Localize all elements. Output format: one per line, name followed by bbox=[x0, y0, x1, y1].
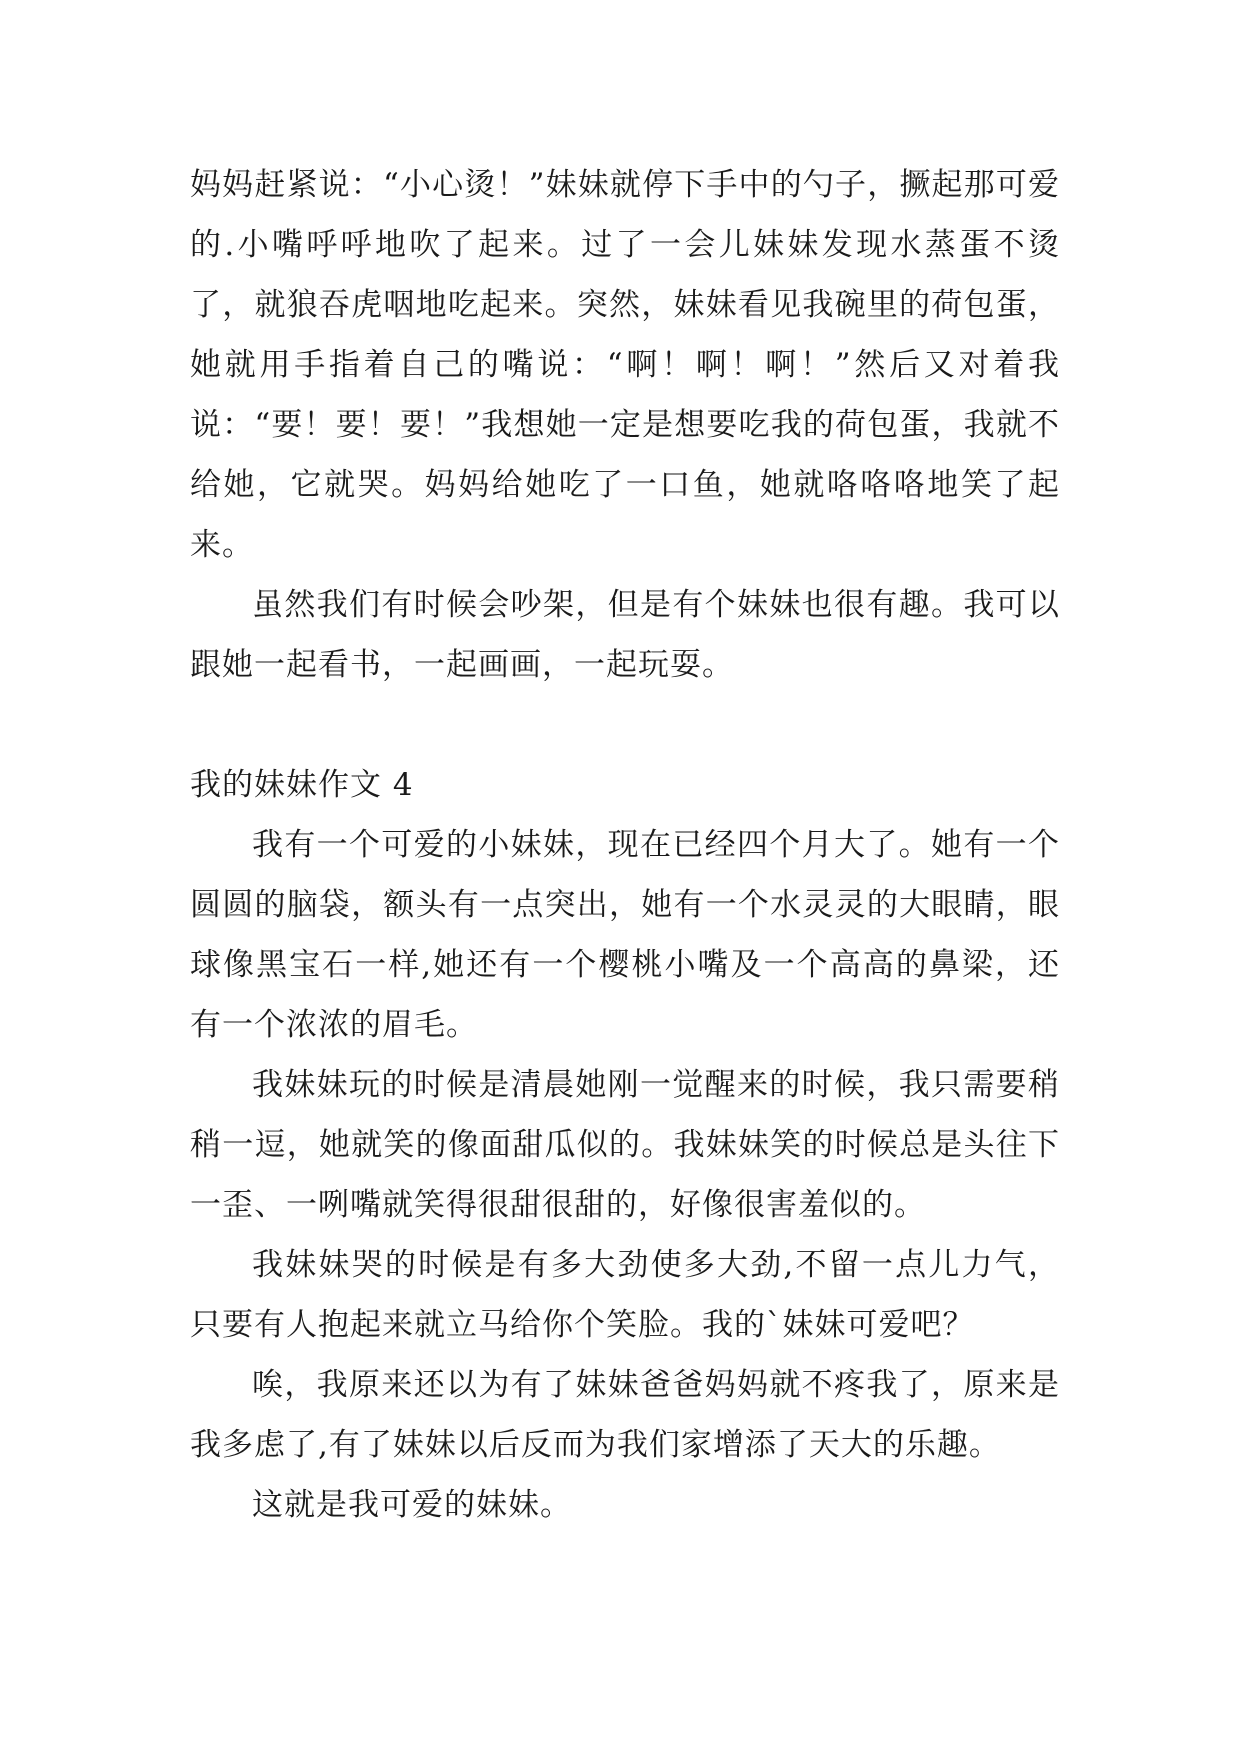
paragraph-conclusion: 这就是我可爱的妹妹。 bbox=[252, 1487, 572, 1523]
document-body bbox=[190, 155, 1060, 1535]
section-spacer bbox=[190, 695, 1060, 755]
paragraph-continued: 妈妈赶紧说：“小心烫！”妹妹就停下手中的勺子，撅起那可爱的.小嘴呼呼地吹了起来。过了一会儿妹妹发现水蒸蛋不烫了，就狼吞虎咽地吃起来。突然，妹妹看见我碗里的荷包蛋，她就用手指着自己的嘴说：“啊！啊！啊！”然后又对着我说：“要！要！要！”我想她一定是想要吃我的荷包蛋，我就不给她，它就哭。妈妈给她吃了一口鱼，她就咯咯咯地笑了起来。 bbox=[190, 167, 1060, 563]
paragraph-reflection: 唉，我原来还以为有了妹妹爸爸妈妈就不疼我了，原来是我多虑了,有了妹妹以后反而为我们家增添了天大的乐趣。 bbox=[190, 1367, 1060, 1463]
paragraph-intro: 我有一个可爱的小妹妹，现在已经四个月大了。她有一个圆圆的脑袋，额头有一点突出，她有一个水灵灵的大眼睛，眼球像黑宝石一样,她还有一个樱桃小嘴及一个高高的鼻梁，还有一个浓浓的眉毛。 bbox=[190, 827, 1060, 1043]
paragraph-playing: 我妹妹玩的时候是清晨她刚一觉醒来的时候，我只需要稍稍一逗，她就笑的像面甜瓜似的。我妹妹笑的时候总是头往下一歪、一咧嘴就笑得很甜很甜的，好像很害羞似的。 bbox=[190, 1067, 1060, 1223]
paragraph-crying: 我妹妹哭的时候是有多大劲使多大劲,不留一点儿力气，只要有人抱起来就立马给你个笑脸。我的`妹妹可爱吧？ bbox=[190, 1247, 1060, 1343]
paragraph-closing: 虽然我们有时候会吵架，但是有个妹妹也很有趣。我可以跟她一起看书，一起画画，一起玩耍。 bbox=[190, 587, 1060, 683]
section-title: 我的妹妹作文 4 bbox=[190, 767, 414, 803]
